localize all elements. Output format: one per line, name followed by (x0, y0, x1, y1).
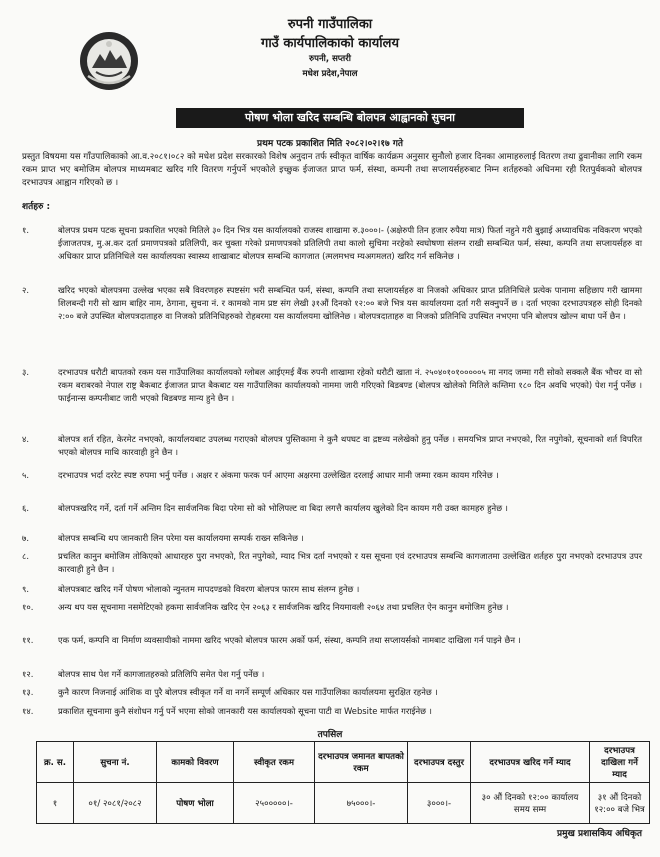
condition-text: बोलपत्रखरिद गर्ने, दर्ता गर्ने अन्तिम दिन सार्वजनिक बिदा परेमा सो को भोलिपल्ट वा बिदा लगत्तै कार्यालय खुलेको दिन कायम गरी उक्त कामहरु हुनेछ । (58, 503, 508, 513)
condition-text: दरभाउपत्र भर्दा दररेट स्पष्ट रुपमा भर्नु पर्नेछ । अक्षर र अंकमा फरक पर्न आएमा अक्षरमा उल्लेखित दरलाई आधार मानी जम्मा रकम कायम गरिनेछ । (58, 470, 499, 480)
column-header: क्र. स. (37, 742, 74, 783)
column-header: दरभाउपत्र दस्तुर (408, 742, 471, 783)
condition-text: बोलपत्र प्रथम पटक सूचना प्रकाशित भएको मितिले ३० दिन भित्र यस कार्यालयको राजस्व शाखामा रु.३०००।- (अक्षेरुपी तिन हजार रुपैया मात्र) फिर्ता नहुने गरी बुझाई अध्यावधिक नविकरण भएको ईजाजतपत्र, मु.अ.कर दर्ता प्रमाणपत्रको प्रतिलिपी, कर चुक्ता गरेको प्रमाणपत्रको प्रतिलिपी तथा कालो सुचिमा नरहेको स्वघोषणा संलग्न राखी सम्बन्धित फर्म, संस्था, कम्पनि तथा सप्लायर्सहरु वा अधिकार प्राप्त प्रतिनिधिले यस कार्यालयका स्वास्थ्य शाखाबाट बोलपत्र सम्बन्धि कागजात (त्मलमभच म्यअगमलत) खरिद गर्न सकिनेछ । (58, 225, 642, 261)
table-cell: ७५०००।- (315, 783, 408, 824)
office-location: रुपनी, सप्तरी (309, 54, 351, 64)
condition-item (22, 601, 642, 614)
table-row (37, 783, 650, 824)
table-cell: ३०००।- (408, 783, 471, 824)
condition-text: प्रकाशित सूचनामा कुनै संशोधन गर्नु पर्ने भएमा सोको जानकारी यस कार्यालयको सूचना पाटी वा Website मार्फत गराईनेछ । (58, 706, 432, 716)
table-header-row (37, 742, 650, 783)
column-header: सुचना नं. (74, 742, 157, 783)
condition-text: खरिद भएको बोलपत्रमा उल्लेख भएका सबै विवरणहरु स्पष्टसंग भरी सम्बन्धित फर्म, संस्था, कम्पनि तथा सप्लायर्सहरु वा निजको अधिकार प्राप्त प्रतिनिधिले प्रत्येक पानामा सहिछाप गरी खाममा शिलबन्दी गरी सो खाम बाहिर नाम, ठेगाना, सुचना नं. र कामको नाम प्रष्ट संग लेखी ३१औं दिनको १२:०० बजे भित्र यस कार्यालयमा दर्ता गरी सक्नुपर्ने छ । दर्ता भएका दरभाउपत्रहरु सोही दिनको २:०० बजे उपस्थित बोलपत्रदाताहरु वा निजको प्रतिनिधिहरुको रोहबरमा यस कार्यालयमा खोलिनेछ । बोलपत्रदाताहरु वा निजको प्रतिनिधि उपस्थित नभएमा पनि बोलपत्र खोल्न बाधा पर्ने छैन । (58, 285, 642, 321)
condition-text: दरभाउपत्र धरौटी बापतको रकम यस गाउँपालिका कार्यालयको ग्लोबल आईएमई बैंक रुपनी शाखामा रहेको धरौटी खाता नं. २५०४०१०१०००००५ मा नगद जम्मा गरी सोको सक्कलै बैंक भौचर वा सो रकम बराबरको नेपाल राष्ट्र बैकबाट ईजाजत प्राप्त बैकबाट यस गाउँपालिका कार्यालयको नाममा जारी गरिएको बिडबण्ड (बोलपत्र खोलेको मितिले कम्तिमा १८० दिन अवधि भएको) पेश गर्नु पर्नेछ । फाईनान्स कम्पनीबाट जारी भएको बिडबण्ड मान्य हुने छैन । (58, 367, 642, 403)
condition-item (22, 284, 642, 323)
condition-number: १४. (22, 706, 34, 716)
column-header: स्वीकृत रकम (234, 742, 315, 783)
condition-text: अन्य थप यस सूचनामा नसमेटिएको हकमा सार्वजनिक खरिद ऐन २०६३ र सार्वजनिक खरिद नियमावली २०६४ तथा प्रचलित ऐन कानुन बमोजिम हुनेछ । (58, 602, 509, 612)
condition-item (22, 668, 642, 681)
condition-item (22, 224, 642, 263)
condition-item (22, 634, 642, 647)
condition-text: कुनै कारण निजनाई आंशिक वा पुरै बोलपत्र स्वीकृत गर्ने वा नगर्ने सम्पूर्ण अधिकार यस गाउँपालिका कार्यालयमा सुरक्षित रहनेछ । (58, 687, 438, 697)
condition-item (22, 502, 642, 515)
condition-number: १. (22, 225, 30, 235)
condition-number: ७. (22, 533, 30, 543)
condition-text: बोलपत्रबाट खरिद गर्ने पोषण भोलाको न्युनतम मापदण्डको विवरण बोलपत्र फारम साथ संलग्न हुनेछ । (58, 584, 360, 594)
condition-item (22, 469, 642, 482)
condition-number: ३. (22, 367, 30, 377)
municipality-name: रुपनी गाउँपालिका (287, 17, 373, 32)
table-title: तपसिल (317, 730, 343, 740)
condition-text: बोलपत्र शर्त रहित, केरमेट नभएको, कार्यालयबाट उपलब्ध गराएको बोलपत्र पुस्तिकामा ने कुनै थपघट वा द्रष्टव्य नलेखेको हुनु पर्नेछ । समयभित्र प्राप्त नभएको, रित नपुगेको, सूचनाको शर्त विपरित भएको बोलपत्र माथि कारवाही हुने छैन । (58, 434, 642, 457)
condition-item (22, 532, 642, 545)
office-name: गाउँ कार्यपालिकाको कार्यालय (261, 36, 399, 51)
column-header: दरभाउपत्र जमानत बापतको रकम (315, 742, 408, 783)
condition-text: बोलपत्र साथ पेश गर्ने कागजातहरुको प्रतिलिपि समेत पेश गर्नु पर्नेछ । (58, 669, 265, 679)
publish-date: प्रथम पटक प्रकाशित मिति २०८२।०२।१७ गते (256, 139, 404, 149)
condition-text: बोलपत्र सम्बन्धि थप जानकारी लिन परेमा यस कार्यालयमा सम्पर्क राख्न सकिनेछ । (58, 533, 304, 543)
table-cell: ०१/ २०८१/२०८२ (74, 783, 157, 824)
signature-title: प्रमुख प्रशासकिय अधिकृत (556, 829, 642, 839)
column-header: कामको विवरण (157, 742, 234, 783)
condition-item (22, 583, 642, 596)
table-cell: ३० औं दिनको १२:०० कार्यालय समय सम्म (471, 783, 590, 824)
condition-item (22, 705, 642, 718)
condition-number: ११. (22, 635, 34, 645)
table-cell: ३१ औं दिनको १२:०० बजे भित्र (590, 783, 650, 824)
condition-number: २. (22, 285, 30, 295)
condition-number: १०. (22, 602, 34, 612)
condition-item (22, 550, 642, 576)
details-table (36, 741, 650, 824)
intro-paragraph: प्रस्तुत विषयमा यस गाँउपालिकाको आ.व.२०८१।०८२ को मधेश प्रदेश सरकारको विशेष अनुदान तर्फ स्वीकृत वार्षिक कार्यक्रम अनुसार सुनौलो हजार दिनका आमाहरुलाई वितरण तथा ढुवानीका लागि रकम रकम प्राप्त भए बमोजिम बोलपत्र माध्यमबाट खरिद गरि वितरण गर्नुपर्ने भएकोले इच्छुक ईजाजत प्राप्त फर्म, संस्था, कम्पनी तथा सप्लायर्सहरुबाट निम्न शर्तहरुको अधिनमा रही रितपुर्वकको बोलपत्र दरभाउपत्र आह्वान गरिएको छ । (22, 152, 642, 188)
condition-number: ५. (22, 470, 30, 480)
table-cell: पोषण भोला (157, 783, 234, 824)
condition-number: १२. (22, 669, 34, 679)
column-header: दरभाउपत्र खरिद गर्ने म्याद (471, 742, 590, 783)
notice-title-banner: पोषण भोला खरिद सम्बन्धि बोलपत्र आह्वानको सुचना (176, 108, 524, 128)
condition-item (22, 686, 642, 699)
condition-number: ९. (22, 584, 30, 594)
condition-item (22, 433, 642, 459)
condition-number: ४. (22, 434, 30, 444)
condition-text: एक फर्म, कम्पनि वा निर्माण व्यवसायीको नाममा खरिद भएको बोलपत्र फारम अर्को फर्म, संस्था, कम्पनि तथा सप्लायर्सको नामबाट दाखिला गर्न पाइने छैन । (58, 635, 521, 645)
office-province: मधेश प्रदेश,नेपाल (302, 69, 358, 79)
conditions-heading: शर्तहरु : (22, 202, 51, 212)
table-cell: २५०००००।- (234, 783, 315, 824)
condition-text: प्रचलित कानुन बमोजिम तोकिएको आधारहरु पुरा नभएको, रित नपुगेको, म्याद भित्र दर्ता नभएको र यस सूचना एवं दरभाउपत्र सम्बन्धि कागजातमा उल्लेखित शर्तहरु पुरा नभएको दरभाउपत्र उपर कारवाही हुने छैन । (58, 551, 642, 574)
column-header: दरभाउपत्र दाखिला गर्ने म्याद (590, 742, 650, 783)
condition-item (22, 366, 642, 405)
condition-number: ६. (22, 503, 30, 513)
table-cell: १ (37, 783, 74, 824)
condition-number: ८. (22, 551, 30, 561)
condition-number: १३. (22, 687, 34, 697)
